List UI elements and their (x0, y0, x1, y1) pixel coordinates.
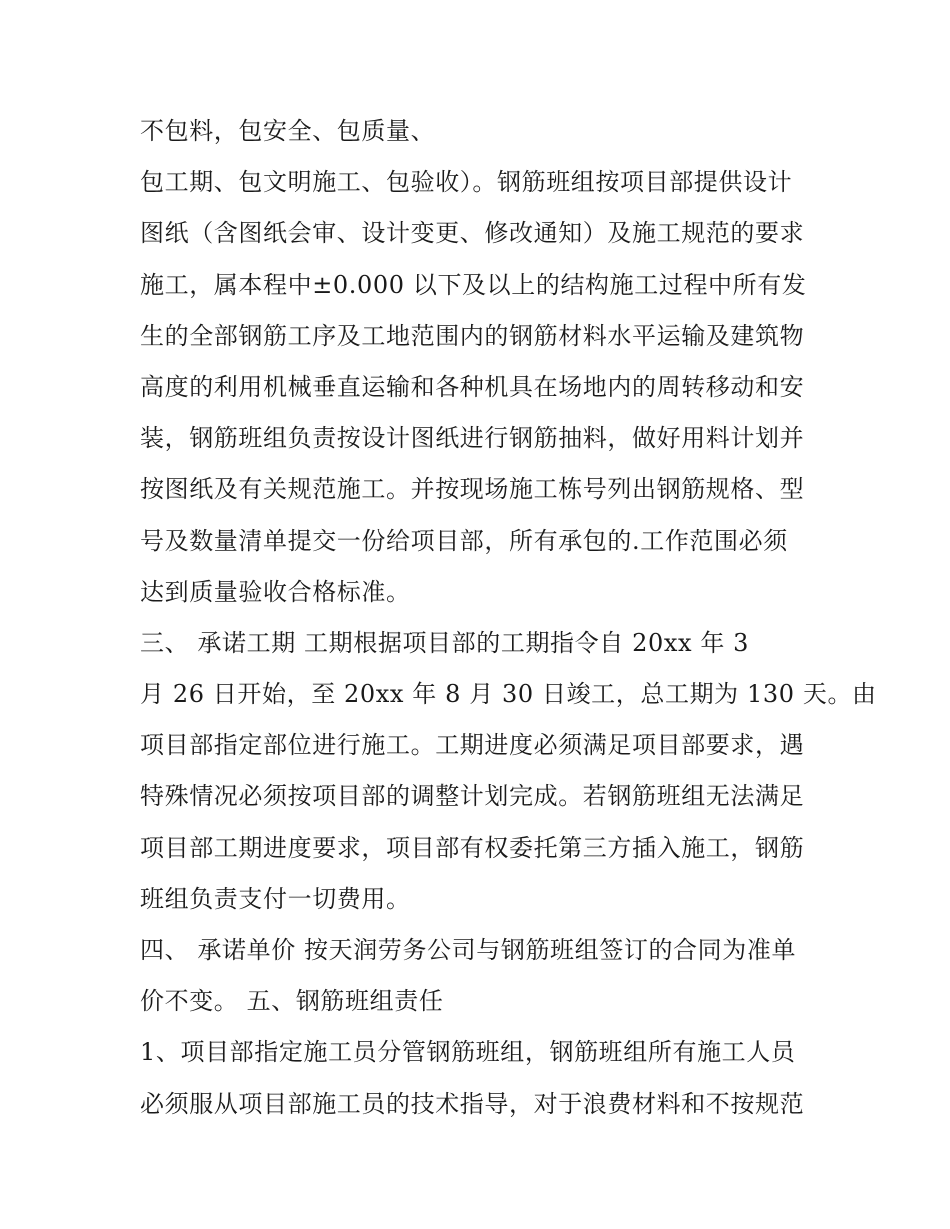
document-body (140, 106, 877, 1130)
text-line: 达到质量验收合格标准。 (140, 577, 411, 606)
text-line: 特殊情况必须按项目部的调整计划完成。若钢筋班组无法满足 (140, 782, 805, 811)
text-line: 装，钢筋班组负责按设计图纸进行钢筋抽料，做好用料计划并 (140, 424, 805, 453)
text-line: 班组负责支付一切费用。 (140, 884, 411, 913)
section-heading-line: 价不变。 五、钢筋班组责任 (140, 987, 444, 1016)
text-line: 高度的利用机械垂直运输和各种机具在场地内的周转移动和安 (140, 372, 805, 401)
text-line: 项目部工期进度要求，项目部有权委托第三方插入施工，钢筋 (140, 833, 805, 862)
list-item-line: 1、项目部指定施工员分管钢筋班组，钢筋班组所有施工人员 (140, 1038, 796, 1067)
text-line: 不包料，包安全、包质量、 (140, 117, 436, 145)
section-heading-line: 四、 承诺单价 按天润劳务公司与钢筋班组签订的合同为准单 (140, 936, 797, 964)
section-heading-line: 三、 承诺工期 工期根据项目部的工期指令自 20xx 年 3 (140, 628, 750, 657)
text-line: 必须服从项目部施工员的技术指导，对于浪费材料和不按规范 (140, 1089, 805, 1118)
text-line: 包工期、包文明施工、包验收）。钢筋班组按项目部提供设计 (140, 168, 793, 197)
text-line: 项目部指定部位进行施工。工期进度必须满足项目部要求，遇 (140, 731, 805, 760)
text-line: 月 26 日开始，至 20xx 年 8 月 30 日竣工，总工期为 130 天。由 (140, 680, 877, 709)
text-line: 图纸（含图纸会审、设计变更、修改通知）及施工规范的要求 (140, 219, 805, 248)
text-line: 号及数量清单提交一份给项目部，所有承包的.工作范围必须 (140, 526, 788, 555)
text-line: 生的全部钢筋工序及工地范围内的钢筋材料水平运输及建筑物 (140, 321, 805, 350)
text-line: 按图纸及有关规范施工。并按现场施工栋号列出钢筋规格、型 (140, 475, 805, 504)
text-line: 施工，属本程中±0.000 以下及以上的结构施工过程中所有发 (140, 270, 807, 299)
